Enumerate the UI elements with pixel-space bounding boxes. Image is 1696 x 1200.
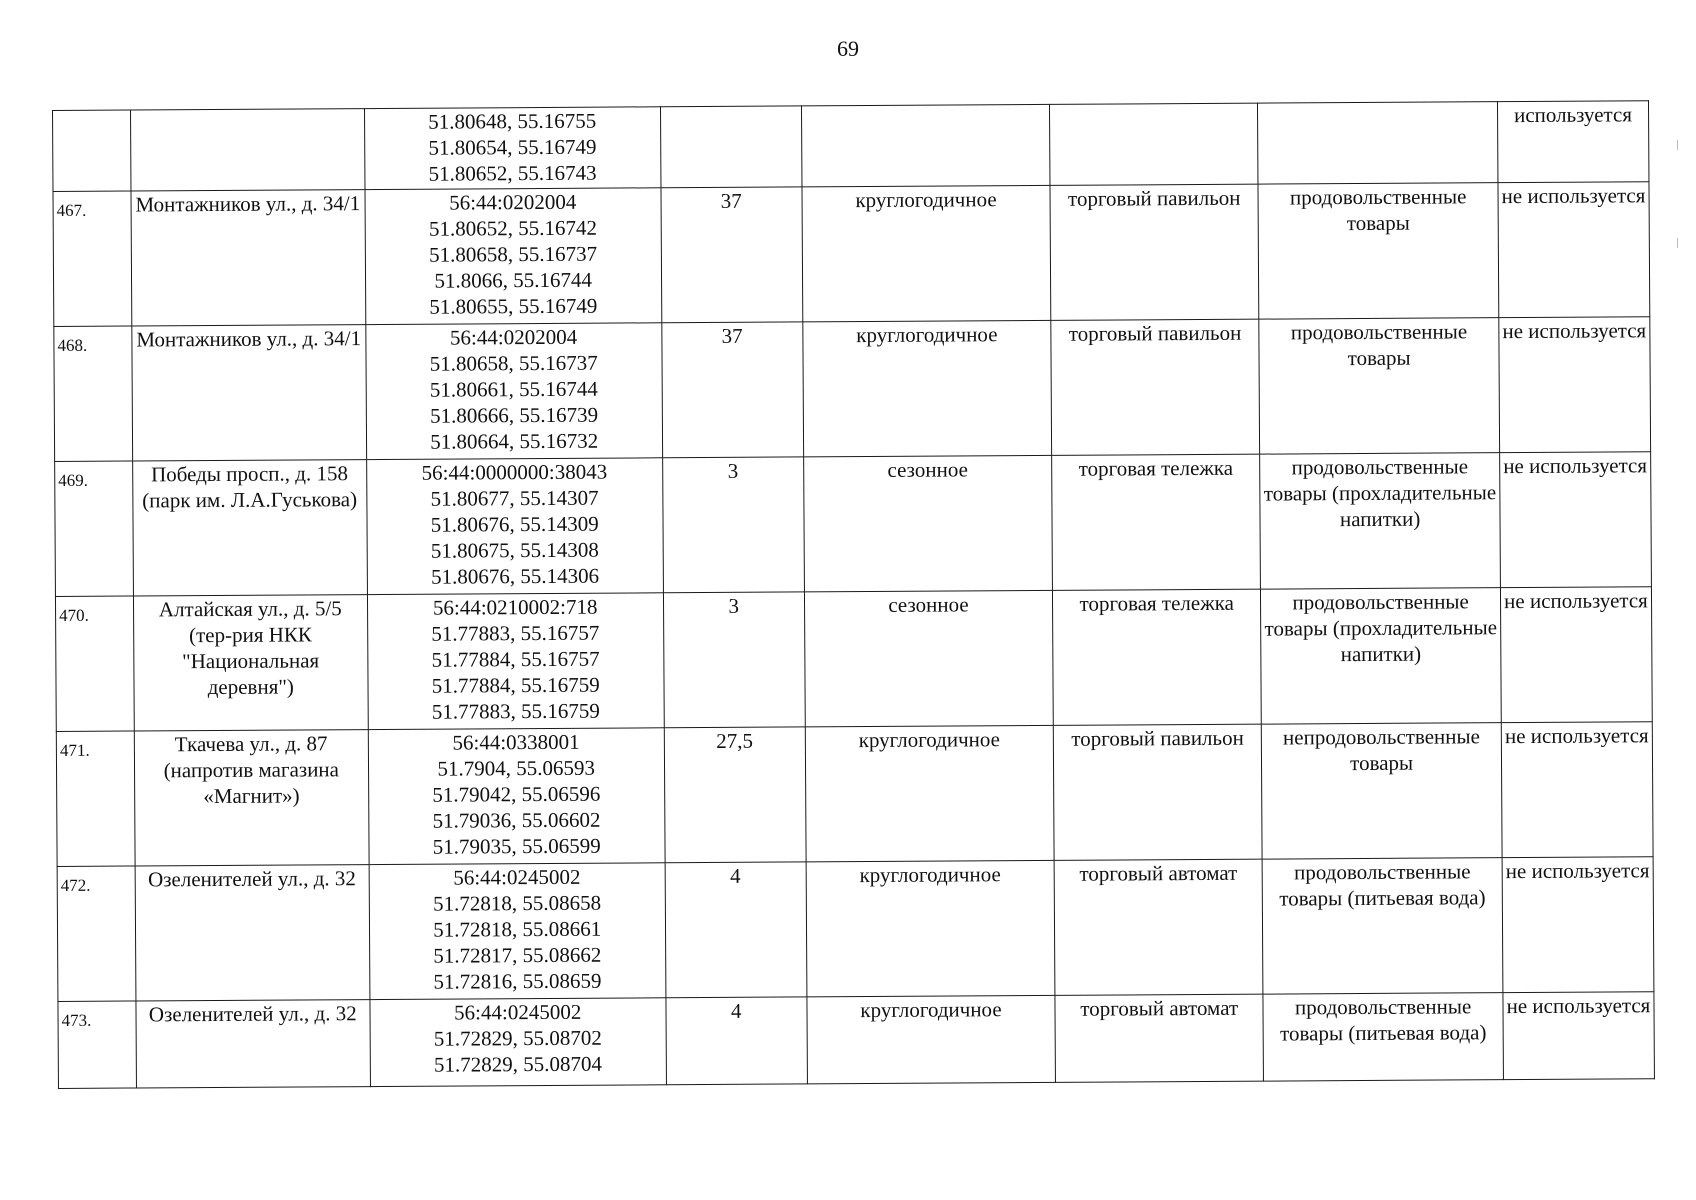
cell-status [1500, 587, 1652, 723]
area-value: 37 [721, 323, 743, 348]
status-text: не используется [1506, 993, 1651, 1019]
cell-status [1499, 452, 1651, 588]
row-number: 473. [61, 1010, 92, 1030]
cell-status [1501, 722, 1653, 858]
coordinate-line: 51.80677, 55.14307 [430, 485, 599, 511]
cell-goods [1263, 993, 1503, 1081]
cell-coordinates [369, 863, 665, 1000]
period-text: сезонное [888, 592, 969, 617]
table-row [56, 722, 1653, 867]
cell-goods [1262, 723, 1502, 859]
goods-text: продовольственные товары (питьевая вода) [1280, 994, 1487, 1046]
object-type-text: торговый автомат [1079, 860, 1238, 886]
address-text: Ткачева ул., д. 87 (напротив магазина «Магнит») [163, 731, 340, 809]
coordinate-line: 51.80676, 55.14306 [430, 563, 600, 589]
coordinate-line: 51.79035, 55.06599 [432, 833, 601, 859]
margin-mark [1677, 238, 1678, 248]
cell-coordinates [370, 998, 666, 1087]
coordinate-line: 51.72829, 55.08702 [433, 1025, 602, 1051]
area-value: 4 [730, 998, 742, 1023]
coordinate-line: 51.77884, 55.16759 [431, 672, 600, 698]
object-type-text: торговый павильон [1071, 725, 1244, 751]
goods-text: продовольственные товары [1289, 184, 1467, 236]
cell-object-type [1050, 103, 1259, 185]
address-text: Алтайская ул., д. 5/5 (тер-рия НКК "Национальная деревня") [158, 596, 342, 700]
cell-area [660, 106, 802, 188]
table-row [55, 452, 1652, 597]
cell-address [134, 730, 369, 866]
coordinate-line: 51.80652, 55.16742 [428, 215, 597, 241]
registry-table [52, 100, 1655, 1089]
cell-object-type [1051, 319, 1260, 455]
cadastral-number: 56:44:0210002:718 [432, 594, 598, 620]
cell-object-type [1053, 589, 1262, 725]
cell-area [663, 592, 805, 728]
area-value: 3 [728, 593, 740, 618]
cadastral-number: 56:44:0202004 [449, 324, 578, 350]
cadastral-number: 56:44:0202004 [449, 189, 577, 215]
cell-number [55, 596, 134, 731]
coordinate-line: 51.77883, 55.16759 [431, 698, 600, 724]
coordinate-line: 51.8066, 55.16744 [434, 267, 593, 293]
cell-period [806, 860, 1055, 997]
object-type-text: торговый павильон [1068, 320, 1242, 346]
cell-address [136, 1000, 371, 1088]
cadastral-number: 56:44:0245002 [453, 864, 581, 890]
cell-number [58, 1001, 136, 1088]
coordinate-line: 51.80676, 55.14309 [430, 511, 599, 537]
period-text: сезонное [887, 457, 968, 482]
cell-number [53, 110, 131, 191]
cell-object-type [1055, 994, 1264, 1082]
period-text: круглогодичное [858, 727, 1001, 753]
cell-status [1503, 992, 1655, 1080]
table-row [55, 587, 1652, 732]
table-row [58, 992, 1655, 1089]
cadastral-number: 56:44:0245002 [454, 999, 582, 1025]
cell-goods [1261, 588, 1501, 724]
cell-coordinates [365, 188, 661, 325]
coordinate-line: 51.80661, 55.16744 [429, 376, 598, 402]
cell-period [804, 455, 1053, 592]
address-text: Озеленителей ул., д. 32 [147, 866, 356, 892]
coordinate-line: 51.80648, 55.16755 [428, 108, 597, 134]
goods-text: непродовольственные товары [1282, 724, 1481, 776]
cadastral-number: 56:44:0338001 [452, 729, 580, 755]
coordinate-line: 51.7904, 55.06593 [437, 755, 596, 781]
coordinate-line: 51.72818, 55.08658 [432, 890, 602, 916]
object-type-text: торговая тележка [1078, 455, 1234, 481]
cell-number [53, 191, 132, 326]
goods-text: продовольственные товары [1290, 319, 1468, 371]
cell-area [665, 862, 807, 998]
cell-area [665, 997, 807, 1085]
cell-period [805, 725, 1054, 862]
coordinate-line: 51.80658, 55.16737 [428, 241, 598, 267]
cell-number [54, 326, 133, 461]
goods-text: продовольственные товары (прохладительные напитки) [1264, 589, 1498, 667]
coordinate-line: 51.72816, 55.08659 [433, 968, 602, 994]
area-value: 4 [730, 863, 741, 888]
cell-goods [1260, 453, 1500, 589]
cell-number [57, 866, 136, 1001]
period-text: круглогодичное [859, 862, 1001, 888]
coordinate-line: 51.80658, 55.16737 [429, 350, 598, 376]
address-text: Озеленителей ул., д. 32 [148, 1001, 357, 1027]
cell-coordinates [367, 593, 663, 730]
cell-address [133, 595, 368, 731]
cell-status [1499, 317, 1651, 453]
area-value: 37 [720, 188, 742, 213]
cell-coordinates [366, 323, 662, 460]
coordinate-line: 51.80664, 55.16732 [430, 428, 599, 454]
cell-number [55, 461, 134, 596]
cell-coordinates [364, 107, 660, 190]
goods-text: продовольственные товары (прохладительные напитки) [1263, 454, 1497, 532]
row-number: 469. [58, 470, 89, 490]
page-number: 69 [837, 36, 859, 61]
address-text: Монтажников ул., д. 34/1 [135, 191, 361, 217]
cell-area [661, 187, 803, 323]
cell-address [135, 865, 370, 1001]
coordinate-line: 51.80654, 55.16749 [428, 134, 597, 160]
object-type-text: торговый павильон [1067, 185, 1241, 211]
coordinate-line: 51.77884, 55.16757 [431, 646, 600, 672]
status-text: используется [1513, 102, 1633, 128]
cell-period [804, 590, 1053, 727]
continuation-row [53, 101, 1649, 192]
cell-goods [1258, 102, 1498, 184]
coordinate-line: 51.79042, 55.06596 [432, 781, 601, 807]
status-text: не используется [1501, 183, 1646, 209]
cell-period [803, 320, 1052, 457]
coordinate-line: 51.72818, 55.08661 [433, 916, 602, 942]
cell-status [1497, 101, 1649, 183]
cell-period [802, 185, 1051, 322]
cell-address [130, 109, 365, 191]
cadastral-number: 56:44:0000000:38043 [421, 459, 608, 485]
status-text: не используется [1504, 723, 1649, 749]
status-text: не используется [1504, 588, 1648, 614]
address-text: Монтажников ул., д. 34/1 [136, 326, 362, 352]
cell-object-type [1054, 859, 1263, 995]
goods-text: продовольственные товары (питьевая вода) [1279, 859, 1486, 911]
cell-area [661, 322, 803, 458]
cell-area [662, 457, 804, 593]
cell-address [132, 460, 367, 596]
cell-status [1502, 857, 1654, 993]
cell-coordinates [366, 458, 662, 595]
status-text: не используется [1503, 453, 1648, 479]
object-type-text: торговый автомат [1080, 995, 1239, 1021]
object-type-text: торговая тележка [1079, 590, 1234, 616]
row-number: 467. [56, 200, 87, 220]
cell-goods [1262, 858, 1502, 994]
coordinate-line: 51.77883, 55.16757 [431, 620, 600, 646]
coordinate-line: 51.80675, 55.14308 [430, 537, 599, 563]
cell-address [131, 190, 366, 326]
row-number: 472. [60, 875, 91, 895]
cell-status [1498, 182, 1650, 318]
cell-number [56, 731, 135, 866]
cell-address [132, 325, 367, 461]
row-number: 470. [59, 605, 89, 625]
coordinate-line: 51.79036, 55.06602 [432, 807, 601, 833]
cell-goods [1258, 183, 1498, 319]
coordinate-line: 51.80655, 55.16749 [429, 293, 598, 319]
address-text: Победы просп., д. 158 (парк им. Л.А.Гуськова) [142, 461, 358, 513]
area-value: 27,5 [716, 728, 754, 753]
margin-mark [1677, 140, 1678, 150]
status-text: не используется [1502, 318, 1647, 344]
coordinate-line: 51.80652, 55.16743 [428, 160, 597, 186]
table-row [54, 317, 1651, 462]
cell-object-type [1052, 454, 1261, 590]
table-row [57, 857, 1654, 1002]
registry-table-body [53, 101, 1655, 1089]
coordinate-line: 51.72817, 55.08662 [433, 942, 602, 968]
period-text: круглогодичное [855, 187, 997, 213]
row-number: 468. [57, 335, 88, 355]
cell-coordinates [368, 728, 664, 865]
period-text: круглогодичное [860, 997, 1002, 1023]
cell-period [801, 104, 1050, 187]
cell-goods [1259, 318, 1499, 454]
area-value: 3 [727, 458, 739, 483]
table-row [53, 182, 1650, 327]
row-number: 471. [59, 740, 90, 760]
coordinate-line: 51.80666, 55.16739 [429, 402, 599, 428]
cell-object-type [1050, 184, 1259, 320]
period-text: круглогодичное [856, 322, 998, 348]
cell-object-type [1053, 724, 1262, 860]
cell-area [664, 727, 806, 863]
coordinate-line: 51.72829, 55.08704 [433, 1051, 603, 1077]
status-text: не используется [1505, 858, 1650, 884]
cell-period [807, 995, 1056, 1084]
